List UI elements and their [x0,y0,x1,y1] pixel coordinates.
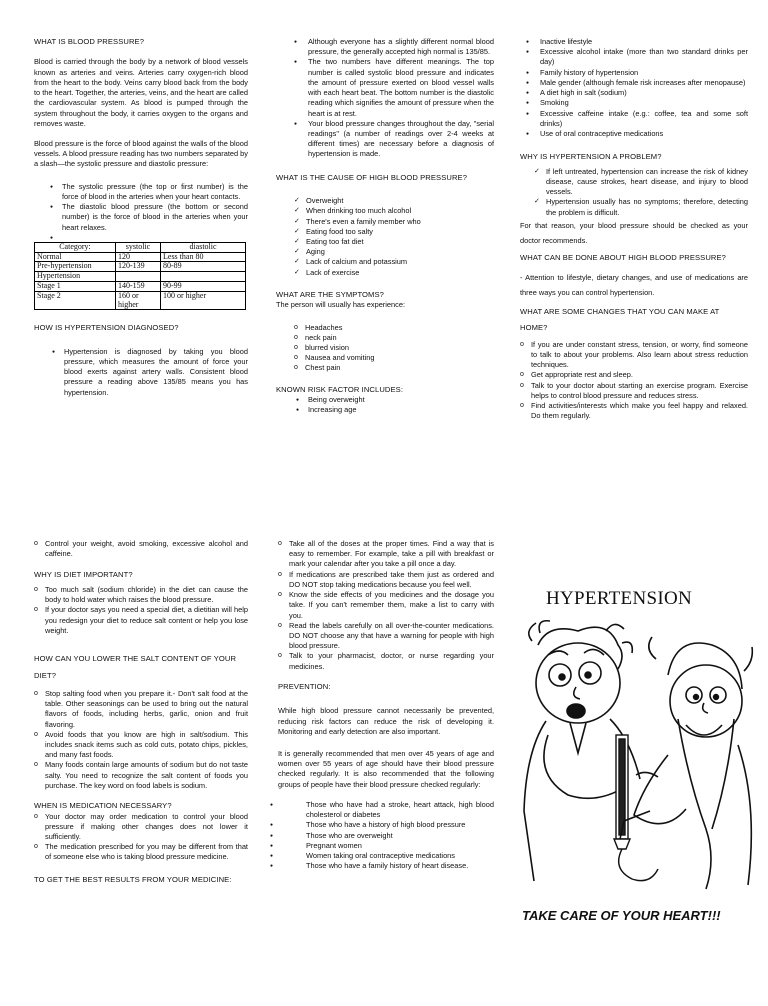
symptoms-list [294,323,494,374]
list-item: ● Those who are overweight [270,831,494,841]
list-item: ● A diet high in salt (sodium) [540,88,748,98]
risk-list [296,395,494,415]
table-cell: Stage 2 [35,291,116,310]
list-item: o Find activities/interests which make you feel happy and relaxed. Do them regularly. [520,401,748,421]
section-title: WHEN IS MEDICATION NECESSARY? [34,801,172,811]
table-cell: 100 or higher [161,291,246,310]
list-item: ● Although everyone has a slightly different normal blood pressure, the generally accepted high normal is 135/85. [308,37,494,57]
column-diet [34,539,248,885]
list-item: ● Being overweight [296,395,494,405]
list-item: ● Family history of hypertension [540,68,748,78]
list-item: o If you are under constant stress, tension, or worry, find someone to talk to about your problems. Also learn about stress reduction techniques. [520,340,748,371]
list-item: o The medication prescribed for you may be different from that of someone else who is taking blood pressure medicine. [34,842,248,862]
list-item: ● Increasing age [296,405,494,415]
changes-list [520,340,748,422]
list-item: o neck pain [294,333,494,343]
section-title: WHAT ARE THE SYMPTOMS? [276,289,384,299]
diet-list [34,585,248,636]
patient-figure [620,637,752,889]
cover-title: HYPERTENSION [546,588,693,609]
list-item: o Control your weight, avoid smoking, excessive alcohol and caffeine. [34,539,248,559]
list-item: ● Excessive alcohol intake (more than two standard drinks per day) [540,47,748,67]
section-title: KNOWN RISK FACTOR INCLUDES: [276,384,404,394]
list-item: o Too much salt (sodium chloride) in the diet can cause the body to hold water which raises the blood pressure. [34,585,248,605]
paragraph: While high blood pressure cannot necessarily be prevented, reducing risk factors can reduce the risk of developing it. Monitoring and early detection are also important. [278,706,494,736]
list-item: ● Smoking [540,98,748,108]
medication-list [34,812,248,863]
list-item: o Your doctor may order medication to control your blood pressure if making other changes does not lower it sufficiently. [34,812,248,843]
list-item: ✓ When drinking too much alcohol [294,206,494,216]
table-cell [161,272,246,282]
section-title: HOW IS HYPERTENSION DIAGNOSED? [34,323,179,333]
causes-list [294,196,494,278]
column-prevention [278,539,494,871]
table-cell: Stage 1 [35,281,116,291]
paragraph: For that reason, your blood pressure should be checked as your doctor recommends. [520,220,748,245]
list-item: ✓ Eating too fat diet [294,237,494,247]
table-row [35,281,246,291]
section-title: WHAT ARE SOME CHANGES THAT YOU CAN MAKE AT HOME? [520,306,720,332]
list-item: ● The two numbers have different meanings. The top number is called systolic blood pressure and indicates the amount of pressure exerted on blood vessel walls with each heart beat. The bottom number is the diastolic reading which signifies the amount of pressure when the heart is at rest. [308,57,494,118]
paragraph: The person will usually has experience: [276,300,405,310]
section-title: WHAT IS BLOOD PRESSURE? [34,37,145,46]
table-header: systolic [116,242,161,252]
list-item: ● Excessive caffeine intake (e.g.: coffee, tea and some soft drinks) [540,109,748,129]
doctor-patient-illustration [518,615,754,901]
list-item: ✓ Eating food too salty [294,227,494,237]
lifestyle-list [34,539,248,559]
list-item: o blurred vision [294,343,494,353]
section-title: WHY IS HYPERTENSION A PROBLEM? [520,152,662,162]
list-item: o Get appropriate rest and sleep. [520,370,748,380]
list-item: o Avoid foods that you know are high in salt/sodium. This includes snack items such as cold cuts, potato chips, pickles, and many fast foods. [34,730,248,761]
bp-category-table [34,242,246,311]
paragraph: It is generally recommended that men over 45 years of age and women over 55 years of age should have their blood pressure checked regularly. It is also recommended that the following groups of people have their blood pressure checked regularly: [278,748,494,789]
list-item: ● Male gender (although female risk increases after menopause) [540,78,748,88]
section-title: HOW CAN YOU LOWER THE SALT CONTENT OF YOUR DIET? [34,654,237,681]
list-item: o Many foods contain large amounts of sodium but do not taste salty. You need to recognize the salt content of foods you purchase. The key word on food labels is sodium. [34,760,248,791]
doctor-figure [524,621,658,881]
list-item: ● Those who have a family history of heart disease. [270,861,494,871]
list-item: o Chest pain [294,363,494,373]
paragraph: - Attention to lifestyle, dietary changes, and use of medications are three ways you can control hypertension. [520,272,748,297]
list-item: o Stop salting food when you prepare it.- Don't salt food at the table. Other seasonings can be used to bring out the natural flavors of foods, including herbs, garlic, onion and fruit flavoring. [34,689,248,730]
list-item: ✓ Lack of exercise [294,268,494,278]
screening-groups-list [270,800,494,872]
table-cell: 90-99 [161,281,246,291]
risk-list-continued [540,37,748,139]
list-item: ● The diastolic blood pressure (the bottom or second number) is the force of blood in the arteries when your heart relaxes. [50,202,248,233]
list-item [50,233,248,242]
table-cell [116,272,161,282]
salt-list [34,689,248,791]
list-item: o If medications are prescribed take them just as ordered and DO NOT stop taking medications because you feel well. [278,570,494,590]
table-cell: 120-139 [116,262,161,272]
list-item: ✓ Aging [294,247,494,257]
cover-slogan: TAKE CARE OF YOUR HEART!!! [522,908,721,923]
list-item: ✓ Hypertension usually has no symptoms; therefore, detecting the problem is difficult. [534,197,748,217]
column-causes [276,37,494,416]
problems-list [534,167,748,218]
list-item: ● Hypertension is diagnosed by taking you blood pressure, which measures the amount of force your blood exerts against artery walls. Consistent blood pressure a reading above 135/85 means you has hypertension. [52,347,248,398]
list-item: ● Pregnant women [270,841,494,851]
list-item: ● Those who have had a stroke, heart attack, high blood cholesterol or diabetes [270,800,494,820]
list-item: ● Your blood pressure changes throughout the day, "serial readings" (a number of readings over 2-4 weeks at different times) are necessary before a diagnosis of hypertension is made. [308,119,494,160]
list-item: ✓ If left untreated, hypertension can increase the risk of kidney disease, cause strokes, heart disease, and injury to blood vessels. [534,167,748,198]
list-item: ● The systolic pressure (the top or first number) is the force of blood in the arteries when your heart contacts. [50,182,248,202]
table-cell: Hypertension [35,272,116,282]
list-item: ● Inactive lifestyle [540,37,748,47]
table-header: diastolic [161,242,246,252]
list-item: ● Those who have a history of high blood pressure [270,820,494,830]
diagnosis-list [52,347,248,398]
table-row [35,272,246,282]
table-cell: Normal [35,252,116,262]
list-item: o Headaches [294,323,494,333]
table-cell: Pre-hypertension [35,262,116,272]
section-title: PREVENTION: [278,681,331,691]
section-title: TO GET THE BEST RESULTS FROM YOUR MEDICINE: [34,874,232,884]
paragraph: Blood pressure is the force of blood against the walls of the blood vessels. A blood pressure reading has two numbers separated by a slash—the systolic pressure and diastolic pressure: [34,139,248,169]
section-title: WHY IS DIET IMPORTANT? [34,570,133,580]
list-item: o If your doctor says you need a special diet, a dietitian will help you redesign your diet to reduce salt content or help you lose weight. [34,605,248,636]
list-item: ✓ Overweight [294,196,494,206]
list-item: o Take all of the doses at the proper times. Find a way that is easy to remember. For example, take a pill with breakfast or mark your calendar after you take a pill once a day. [278,539,494,570]
table-cell: 140-159 [116,281,161,291]
paragraph: Blood is carried through the body by a network of blood vessels known as arteries and veins. Arteries carry oxygen-rich blood from the heart to the body. Veins carry blood back from the body to the heart. Together, the arteries, veins, and the heart are called the cardiovascular system. As blood is pumped through the system throughout the body, it carries oxygen to the organs and removes waste. [34,57,248,128]
bp-notes-list [308,37,494,160]
table-cell: Less than 80 [161,252,246,262]
table-header: Category: [35,242,116,252]
list-item: o Read the labels carefully on all over-the-counter medications. DO NOT choose any that have a warning for people with high blood pressure. [278,621,494,652]
medicine-tips-list [278,539,494,672]
list-item: o Nausea and vomiting [294,353,494,363]
table-cell: 160 or higher [116,291,161,310]
column-blood-pressure [34,37,248,398]
list-item: o Know the side effects of you medicines and the dosage you take. If you can't remember them, make a list to carry with you. [278,590,494,621]
table-row [35,291,246,310]
list-item: ● Use of oral contraceptive medications [540,129,748,139]
list-item: ✓ Lack of calcium and potassium [294,257,494,267]
list-item: o Talk to your doctor about starting an exercise program. Exercise helps to control blood pressure and reduces stress. [520,381,748,401]
column-problems [520,37,748,422]
table-header-row [35,242,246,252]
section-title: WHAT CAN BE DONE ABOUT HIGH BLOOD PRESSURE? [520,253,726,263]
table-cell: 120 [116,252,161,262]
table-cell: 80-89 [161,262,246,272]
list-item: ● Women taking oral contraceptive medications [270,851,494,861]
section-title: WHAT IS THE CAUSE OF HIGH BLOOD PRESSURE? [276,172,468,182]
list-item: o Talk to your pharmacist, doctor, or nurse regarding your medicines. [278,651,494,671]
list-item: ✓ There's even a family member who [294,217,494,227]
bp-numbers-list [50,182,248,242]
